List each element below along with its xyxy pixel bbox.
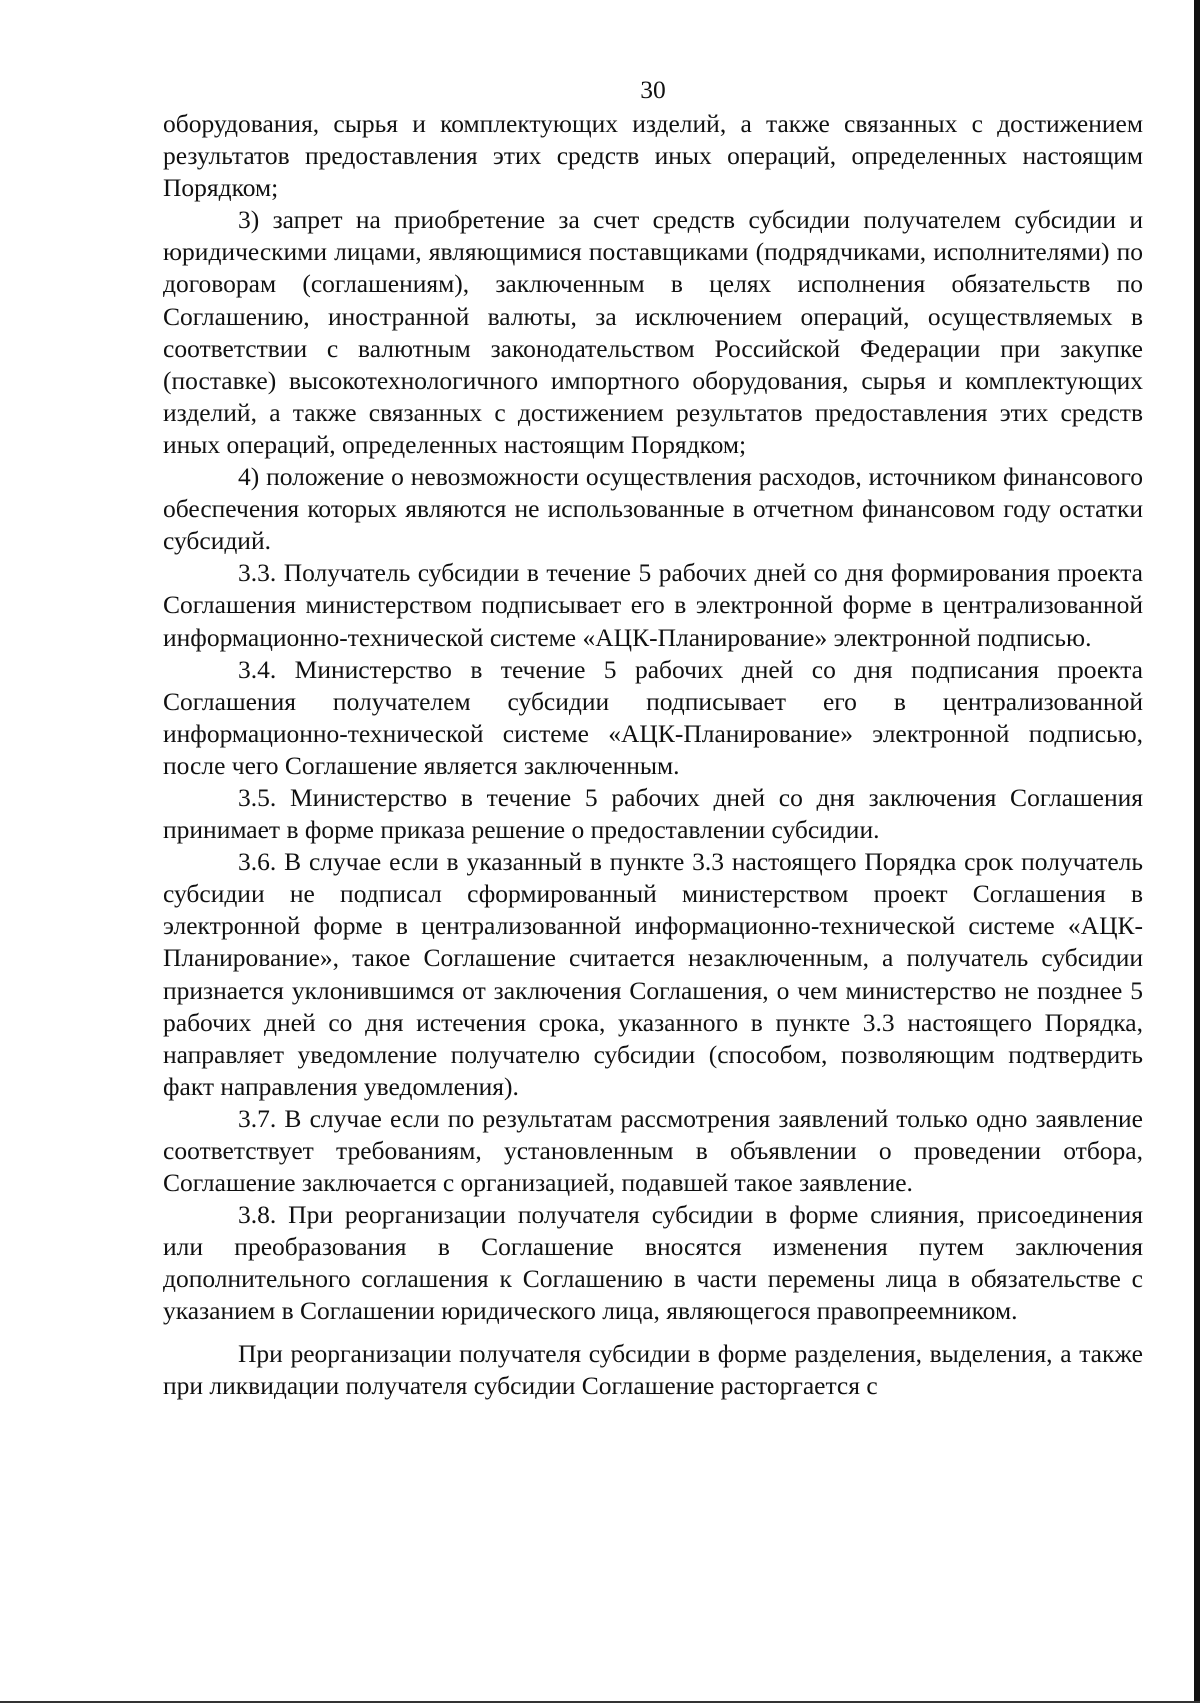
paragraph-reorganization: При реорганизации получателя субсидии в форме разделения, выделения, а также при ликвидации получателя субсидии Соглашение расторгается с — [163, 1338, 1143, 1400]
paragraph-3-5: 3.5. Министерство в течение 5 рабочих дней со дня заключения Соглашения принимает в форме приказа решение о предоставлении субсидии. — [163, 782, 1143, 845]
paragraph-3-7: 3.7. В случае если по результатам рассмотрения заявлений только одно заявление соответствует требованиям, установленным в объявлении о проведении отбора, Соглашение заключается с организацией, подавшей такое заявление. — [163, 1103, 1143, 1198]
scan-border-right — [1194, 0, 1200, 1703]
page-number: 30 — [640, 75, 666, 104]
paragraph-3-3: 3.3. Получатель субсидии в течение 5 рабочих дней со дня формирования проекта Соглашения министерством подписывает его в электронной форме в централизованной информационно-технической системе «АЦК-Планирование» электронной подписью. — [163, 558, 1143, 652]
paragraph-3-6: 3.6. В случае если в указанный в пункте 3.3 настоящего Порядка срок получатель субсидии не подписал сформированный министерством проект Соглашения в электронной форме в централизованной информационно-технической системе «АЦК-Планирование», такое Соглашение считается незаключенным, а получатель субсидии признается уклонившимся от заключения Соглашения, о чем министерство не позднее 5 рабочих дней со дня истечения срока, указанного в пункте 3.3 настоящего Порядка, направляет уведомление получателю субсидии (способом, позволяющим подтвердить факт направления уведомления). — [163, 847, 1143, 1101]
paragraph-item-3: 3) запрет на приобретение за счет средств субсидии получателем субсидии и юридическими лицами, являющимися поставщиками (подрядчиками, исполнителями) по договорам (соглашениям), заключенным в целях исполнения обязательств по Соглашению, иностранной валюты, за исключением операций, осуществляемых в соответствии с валютным законодательством Российской Федерации при закупке (поставке) высокотехнологичного импортного оборудования, сырья и комплектующих изделий, а также связанных с достижением результатов предоставления этих средств иных операций, определенных настоящим Порядком; — [163, 205, 1143, 459]
paragraph-3-8: 3.8. При реорганизации получателя субсидии в форме слияния, присоединения или преобразования в Соглашение вносятся изменения путем заключения дополнительного соглашения к Соглашению в части перемены лица в обязательстве с указанием в Соглашении юридического лица, являющегося правопреемником. — [163, 1200, 1143, 1326]
paragraph-item-4: 4) положение о невозможности осуществления расходов, источником финансового обеспечения которых являются не использованные в отчетном финансовом году остатки субсидий. — [163, 462, 1143, 556]
document-page — [163, 74, 1143, 1402]
paragraph-3-4: 3.4. Министерство в течение 5 рабочих дней со дня подписания проекта Соглашения получателем субсидии подписывает его в централизованной информационно-технической системе «АЦК-Планирование» электронной подписью, после чего Соглашение является заключенным. — [163, 654, 1143, 780]
paragraph-continuation: оборудования, сырья и комплектующих изделий, а также связанных с достижением результатов предоставления этих средств иных операций, определенных настоящим Порядком; — [163, 109, 1143, 203]
